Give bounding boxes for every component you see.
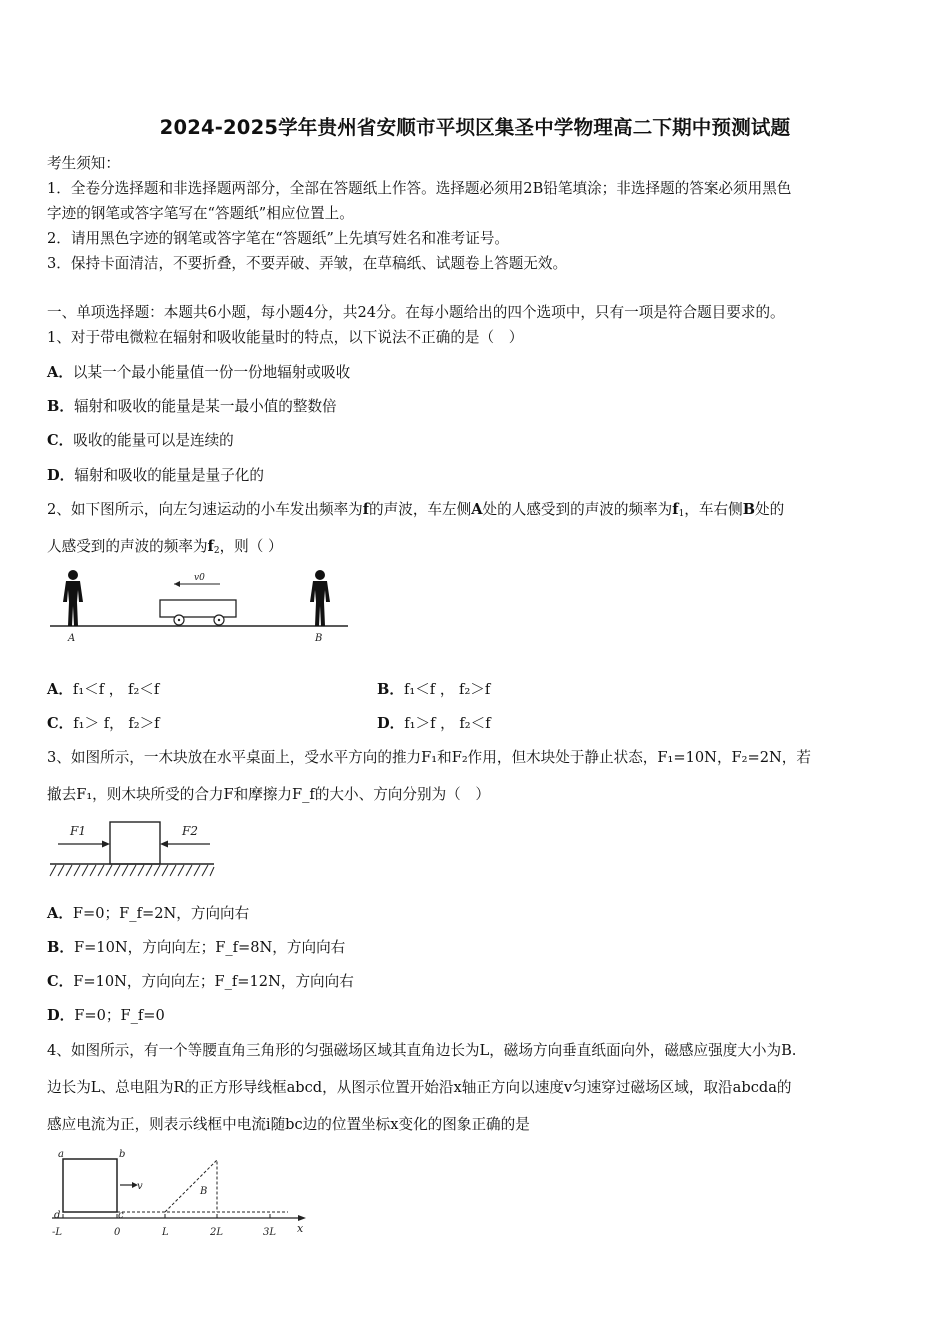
q3-option-d <box>47 1004 910 1025</box>
fig-label-v0: v0 <box>194 573 205 583</box>
q1-c-text: 吸收的能量可以是连续的 <box>73 432 234 449</box>
q3-option-a <box>47 902 910 923</box>
vertex-c: c <box>118 1210 124 1221</box>
q1-c-label: C． <box>47 432 74 449</box>
q2-A: A <box>471 501 483 518</box>
q1-b-text: 辐射和吸收的能量是某一最小值的整数倍 <box>73 398 337 415</box>
fig-label-f2: F2 <box>182 824 198 838</box>
x-axis-arrowhead <box>298 1215 306 1221</box>
vertex-a: a <box>58 1149 64 1160</box>
page-title: 2024-2025学年贵州省安顺市平坝区集圣中学物理高二下期中预测试题 <box>159 116 791 139</box>
q2-a-text: f₁＜f ， f₂＜f <box>72 681 160 698</box>
q1-a-text: 以某一个最小能量值一份一份地辐射或吸收 <box>72 364 351 381</box>
fig-label-B: B <box>315 633 323 644</box>
q2-c-text: f₁＞ f， f₂＞f <box>73 715 160 732</box>
q2-f1-sub: 1 <box>678 509 685 519</box>
force-f1-arrowhead <box>102 841 110 848</box>
q2-b-text: f₁＜f ， f₂＞f <box>403 681 491 698</box>
velocity-arrowhead <box>174 581 180 587</box>
vertex-b: b <box>119 1149 126 1160</box>
q2-a-label: A． <box>47 681 73 698</box>
q1-d-text: 辐射和吸收的能量是量子化的 <box>74 467 264 484</box>
vertex-d: d <box>54 1210 61 1221</box>
q4-stem-line1: 4、如图所示，有一个等腰直角三角形的匀强磁场区域其直角边长为L，磁场方向垂直纸面向外，磁感应强度大小为B. <box>47 1042 797 1059</box>
person-a-icon <box>63 570 83 626</box>
tick-label-0: 0 <box>114 1227 121 1238</box>
notice-item-1: 1．全卷分选择题和非选择题两部分，全部在答题纸上作答。选择题必须用2B铅笔填涂；非选择题的答案必须用黑色 <box>47 180 792 197</box>
q2-d-label: D． <box>377 715 405 732</box>
q3-a-label: A． <box>47 905 73 922</box>
q3-stem-line1: 3、如图所示，一木块放在水平桌面上，受水平方向的推力F₁和F₂作用，但木块处于静止状态，F₁=10N，F₂=2N，若 <box>47 749 811 766</box>
q3-figure <box>48 818 218 882</box>
q2-option-d <box>377 712 491 733</box>
q3-a-text: F=0；F_f=2N，方向向右 <box>72 905 250 922</box>
q1-d-label: D． <box>47 467 75 484</box>
q2-figure <box>48 566 350 646</box>
axis-label-x: x <box>297 1222 304 1235</box>
q2-stem-b: 的声波，车左侧 <box>369 501 472 518</box>
q3-b-label: B． <box>47 939 74 956</box>
q2-stem-a: 2、如下图所示，向左匀速运动的小车发出频率为 <box>47 501 363 518</box>
notice-header: 考生须知： <box>47 155 120 172</box>
wood-block <box>110 822 160 864</box>
q2-f2: f <box>207 538 214 555</box>
q1-b-label: B． <box>47 398 74 415</box>
tick-label-2l: 2L <box>210 1227 224 1238</box>
q2-f1: f <box>672 501 679 518</box>
q3-option-b <box>47 936 910 957</box>
q3-d-label: D． <box>47 1007 75 1024</box>
q3-stem-line2: 撤去F₁，则木块所受的合力F和摩擦力F_f的大小、方向分别为（ ） <box>47 786 490 803</box>
q3-option-c <box>47 970 910 991</box>
notice-item-2: 2．请用黑色字迹的钢笔或答字笔在“答题纸”上先填写姓名和准考证号。 <box>47 230 510 247</box>
q2-stem-e: 处的 <box>755 501 785 518</box>
tick-label-neg-l: -L <box>52 1227 63 1238</box>
q1-a-label: A． <box>47 364 73 381</box>
q1-option-c <box>47 429 910 450</box>
q2-b-label: B． <box>377 681 404 698</box>
q2-stem-c: 处的人感受到的声波的频率为 <box>482 501 673 518</box>
q2-stem-line1 <box>47 498 910 519</box>
q2-stem-d: ，车右侧 <box>684 501 743 518</box>
q3-d-text: F=0；F_f=0 <box>74 1007 165 1024</box>
q3-b-text: F=10N，方向向左；F_f=8N，方向向右 <box>73 939 346 956</box>
fig-label-A: A <box>68 633 76 644</box>
q1-option-b <box>47 395 910 416</box>
magnetic-field-triangle <box>165 1160 217 1212</box>
field-label: B <box>200 1186 208 1197</box>
q1-option-d <box>47 464 910 485</box>
q2-stem2-b: ，则（ ） <box>219 538 283 555</box>
q2-d-text: f₁＞f ， f₂＜f <box>404 715 491 732</box>
q2-B: B <box>742 501 756 518</box>
q4-stem-line3: 感应电流为正，则表示线框中电流i随bc边的位置坐标x变化的图象正确的是 <box>47 1116 530 1133</box>
q3-c-label: C． <box>47 973 74 990</box>
notice-item-3: 3．保持卡面清洁，不要折叠，不要弄破、弄皱，在草稿纸、试题卷上答题无效。 <box>47 255 568 272</box>
force-f2-arrowhead <box>160 841 168 848</box>
fig-label-f1: F1 <box>70 824 86 838</box>
wire-frame <box>63 1159 117 1212</box>
q4-stem-line2: 边长为L、总电阻为R的正方形导线框abcd，从图示位置开始沿x轴正方向以速度v匀速穿过磁场区域，取沿abcda的 <box>47 1079 792 1096</box>
q4-figure <box>48 1148 310 1244</box>
section-heading: 一、单项选择题：本题共6小题，每小题4分，共24分。在每小题给出的四个选项中，只有一项是符合题目要求的。 <box>47 304 785 321</box>
q2-stem-line2 <box>47 535 910 556</box>
q2-c-label: C． <box>47 715 74 732</box>
ground-hatching <box>50 865 214 876</box>
velocity-label: v <box>137 1181 143 1192</box>
q2-option-b <box>377 678 490 699</box>
q2-f: f <box>362 501 370 518</box>
q1-stem: 1、对于带电微粒在辐射和吸收能量时的特点，以下说法不正确的是（ ） <box>47 329 524 346</box>
q3-c-text: F=10N，方向向左；F_f=12N，方向向右 <box>73 973 354 990</box>
person-b-icon <box>310 570 330 626</box>
tick-label-3l: 3L <box>263 1227 277 1238</box>
q2-stem2-a: 人感受到的声波的频率为 <box>47 538 208 555</box>
q2-f2-sub: 2 <box>213 546 220 556</box>
tick-label-l: L <box>162 1227 169 1238</box>
notice-item-1-cont: 字迹的钢笔或答字笔写在“答题纸”相应位置上。 <box>47 205 354 222</box>
cart-icon <box>160 600 236 625</box>
q1-option-a <box>47 361 910 382</box>
